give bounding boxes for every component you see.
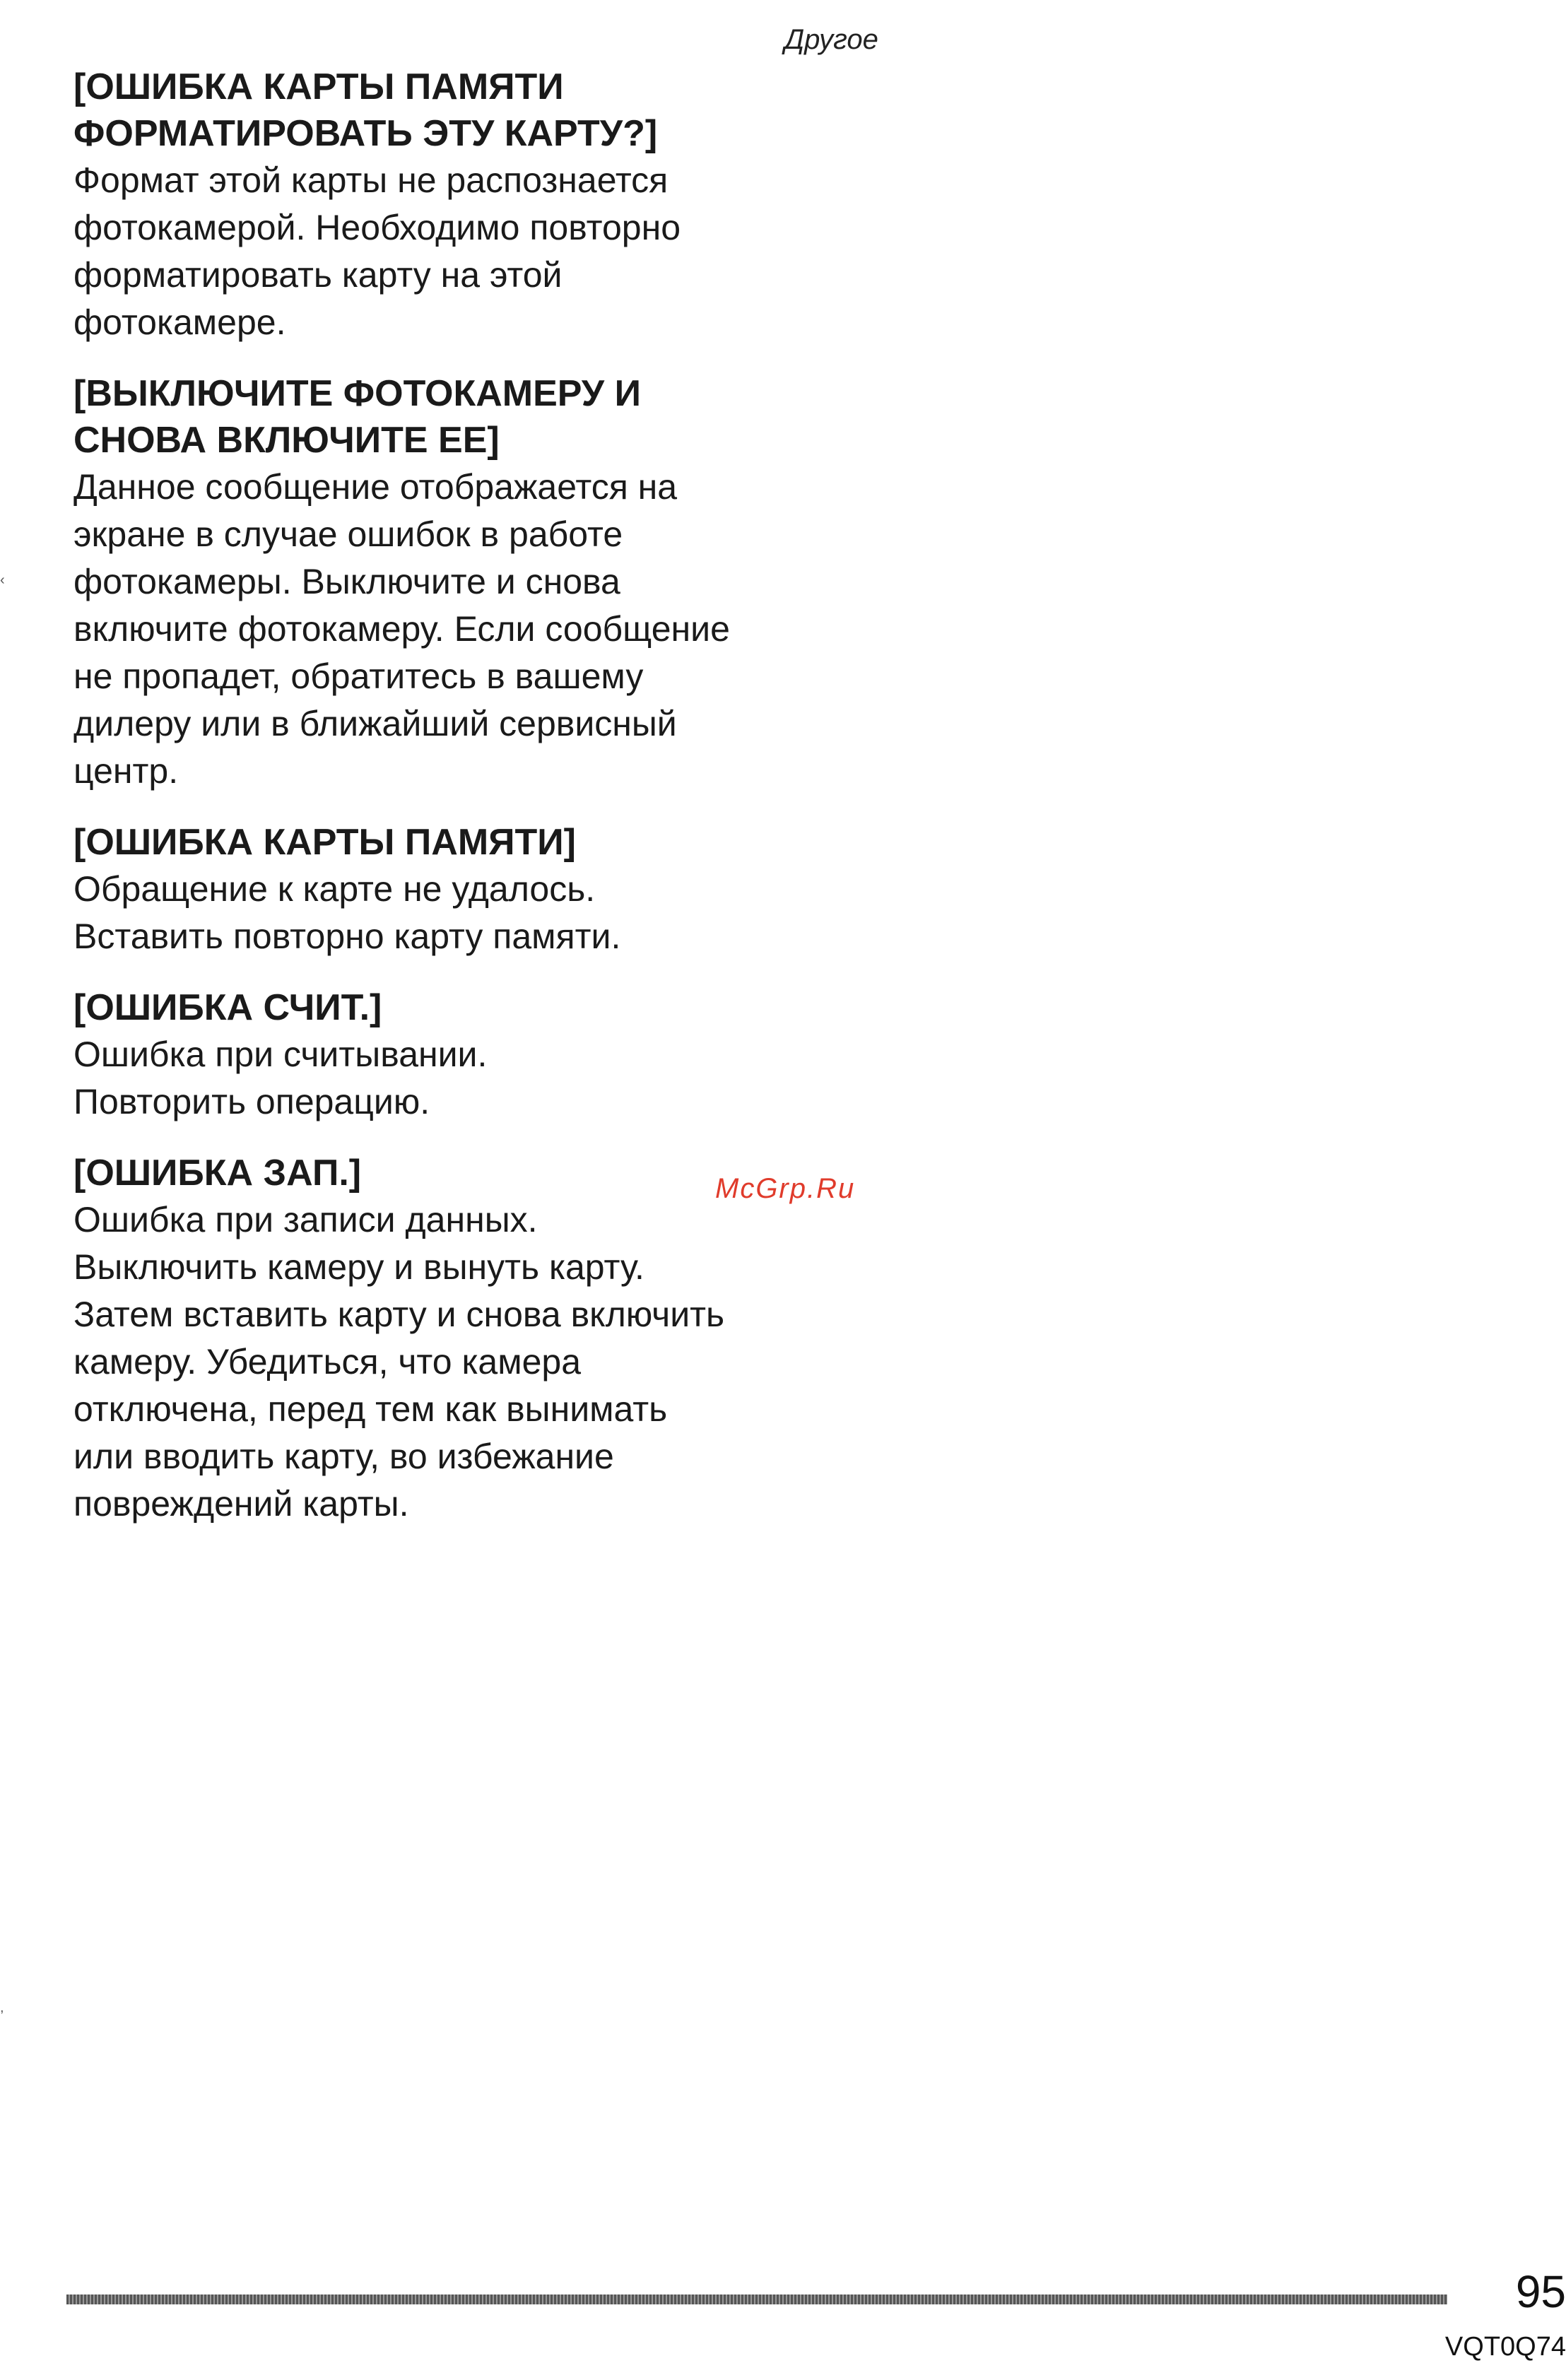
- entry-text-line: Обращение к карте не удалось.: [73, 869, 596, 909]
- scan-artifact: ,: [0, 2000, 4, 2015]
- entry-text-line: Формат этой карты не распознается: [73, 160, 669, 200]
- entry-text-line: Ошибка при считывании.: [73, 1035, 488, 1074]
- entry-text-line: центр.: [73, 751, 179, 791]
- entry-title: [ОШИБКА ЗАП.]: [73, 1153, 362, 1194]
- entry-title: [ОШИБКА СЧИТ.]: [73, 987, 382, 1028]
- entry-text-line: отключена, перед тем как вынимать: [73, 1389, 668, 1429]
- entry-text-line: камеру. Убедиться, что камера: [73, 1342, 582, 1382]
- entry-text-line: дилеру или в ближайший сервисный: [73, 704, 677, 743]
- page-number: 95: [1515, 2266, 1566, 2317]
- entry-title: [ВЫКЛЮЧИТЕ ФОТОКАМЕРУ И: [73, 373, 641, 414]
- scan-artifact: ‹: [0, 572, 5, 588]
- entry-text-line: фотокамере.: [73, 302, 286, 342]
- entry-text-line: форматировать карту на этой: [73, 255, 563, 295]
- entry-text-line: Ошибка при записи данных.: [73, 1200, 538, 1239]
- watermark-text[interactable]: McGrp.Ru: [715, 1173, 856, 1204]
- entry-text-line: Выключить камеру и вынуть карту.: [73, 1247, 644, 1287]
- entry-text-line: Повторить операцию.: [73, 1082, 430, 1121]
- entry-text-line: включите фотокамеру. Если сообщение: [73, 609, 730, 649]
- entry-text-line: не пропадет, обратитесь в вашему: [73, 656, 644, 696]
- entry-title: ФОРМАТИРОВАТЬ ЭТУ КАРТУ?]: [73, 113, 658, 154]
- entry-text-line: повреждений карты.: [73, 1484, 409, 1524]
- entry-text-line: Затем вставить карту и снова включить: [73, 1295, 725, 1334]
- entry-text-line: Данное сообщение отображается на: [73, 467, 678, 507]
- entry-text-line: фотокамеры. Выключите и снова: [73, 562, 620, 601]
- section-label: Другое: [784, 24, 878, 55]
- entry-text-line: или вводить карту, во избежание: [73, 1437, 614, 1476]
- entry-title: [ОШИБКА КАРТЫ ПАМЯТИ]: [73, 822, 576, 863]
- entry-read-error: [73, 984, 837, 1126]
- entry-restart-camera: [73, 370, 837, 795]
- footer-divider: [66, 2294, 1447, 2304]
- entry-memory-card-error: [73, 819, 837, 960]
- entry-write-error: [73, 1150, 837, 1528]
- entry-text-line: фотокамерой. Необходимо повторно: [73, 208, 681, 247]
- entry-memory-card-format: [73, 64, 837, 346]
- entry-text-line: экране в случае ошибок в работе: [73, 514, 623, 554]
- entry-text-line: Вставить повторно карту памяти.: [73, 917, 621, 956]
- model-code: VQT0Q74: [1444, 2332, 1566, 2362]
- error-message-list: [73, 64, 837, 1552]
- entry-title: [ОШИБКА КАРТЫ ПАМЯТИ: [73, 66, 564, 107]
- entry-title: СНОВА ВКЛЮЧИТЕ ЕЕ]: [73, 420, 500, 461]
